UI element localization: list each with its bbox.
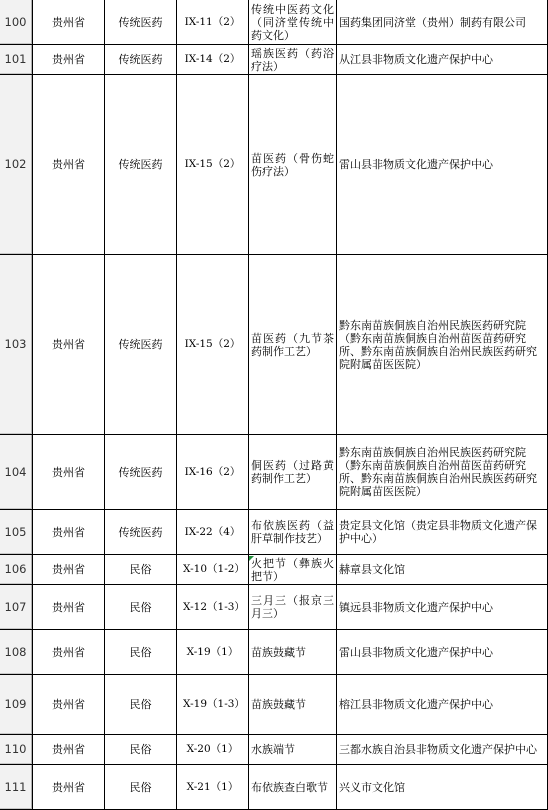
cell-code[interactable]: X-12（1-3） — [176, 585, 248, 629]
organization-text: 雷山县非物质文化遗产保护中心 — [339, 158, 493, 171]
cell-project-name[interactable] — [248, 0, 336, 44]
cell-organization[interactable] — [336, 765, 548, 809]
project-name-text: 瑶族医药（药浴疗法） — [251, 46, 334, 73]
cell-code[interactable]: IX-11（2） — [176, 0, 248, 44]
cell-category[interactable]: 民俗 — [104, 585, 176, 629]
cell-code[interactable]: IX-16（2） — [176, 435, 248, 509]
cell-code[interactable]: X-21（1） — [176, 765, 248, 809]
cell-province[interactable]: 贵州省 — [32, 510, 104, 554]
cell-organization[interactable] — [336, 255, 548, 434]
cell-province[interactable]: 贵州省 — [32, 675, 104, 734]
cell-category[interactable]: 传统医药 — [104, 75, 176, 254]
project-name-text: 苗族鼓藏节 — [251, 645, 306, 659]
cell-project-name[interactable] — [248, 765, 336, 809]
organization-text: 镇远县非物质文化遗产保护中心 — [339, 600, 493, 614]
table-row[interactable] — [0, 765, 548, 810]
cell-category[interactable]: 传统医药 — [104, 45, 176, 74]
cell-organization[interactable] — [336, 435, 548, 509]
cell-code[interactable]: IX-14（2） — [176, 45, 248, 74]
table-row[interactable] — [0, 735, 548, 765]
cell-organization[interactable] — [336, 585, 548, 629]
organization-text: 兴义市文化馆 — [339, 780, 405, 794]
row-number[interactable]: 108 — [0, 630, 32, 674]
cell-project-name[interactable] — [248, 735, 336, 764]
cell-province[interactable]: 贵州省 — [32, 0, 104, 44]
project-name-text: 三月三（报京三月三） — [251, 594, 334, 620]
row-number[interactable]: 109 — [0, 675, 32, 734]
cell-project-name[interactable] — [248, 675, 336, 734]
table-row[interactable] — [0, 0, 548, 45]
row-number[interactable]: 107 — [0, 585, 32, 629]
cell-category[interactable]: 传统医药 — [104, 255, 176, 434]
cell-province[interactable]: 贵州省 — [32, 630, 104, 674]
table-row[interactable] — [0, 630, 548, 675]
cell-province[interactable]: 贵州省 — [32, 765, 104, 809]
project-name-text: 布依族查白歌节 — [251, 780, 328, 794]
project-name-text: 苗族鼓藏节 — [251, 698, 306, 711]
organization-text: 雷山县非物质文化遗产保护中心 — [339, 645, 493, 659]
cell-code[interactable]: X-20（1） — [176, 735, 248, 764]
cell-category[interactable]: 民俗 — [104, 675, 176, 734]
project-name-text: 侗医药（过路黄药制作工艺） — [251, 459, 334, 485]
table-row[interactable] — [0, 435, 548, 510]
cell-organization[interactable] — [336, 555, 548, 584]
cell-category[interactable]: 传统医药 — [104, 0, 176, 44]
row-number[interactable]: 111 — [0, 765, 32, 809]
cell-organization[interactable] — [336, 0, 548, 44]
organization-text: 国药集团同济堂（贵州）制药有限公司 — [339, 15, 526, 29]
cell-comment-marker — [249, 556, 254, 561]
cell-organization[interactable] — [336, 75, 548, 254]
cell-code[interactable]: X-19（1-3） — [176, 675, 248, 734]
row-number[interactable]: 110 — [0, 735, 32, 764]
project-name-text: 苗医药（九节茶药制作工艺） — [251, 331, 334, 358]
row-number[interactable]: 105 — [0, 510, 32, 554]
cell-category[interactable]: 传统医药 — [104, 510, 176, 554]
table-row[interactable] — [0, 585, 548, 630]
row-number[interactable]: 101 — [0, 45, 32, 74]
cell-category[interactable]: 民俗 — [104, 630, 176, 674]
cell-category[interactable]: 民俗 — [104, 765, 176, 809]
project-name-text: 布依族医药（益肝草制作技艺） — [251, 519, 334, 545]
table-row[interactable] — [0, 45, 548, 75]
organization-text: 黔东南苗族侗族自治州民族医药研究院（黔东南苗族侗族自治州苗医苗药研究所、黔东南苗族侗族自治州民族医药研究院附属苗医医院） — [339, 446, 537, 498]
table-row[interactable] — [0, 75, 548, 255]
cell-organization[interactable] — [336, 675, 548, 734]
table-row[interactable] — [0, 555, 548, 585]
cell-province[interactable]: 贵州省 — [32, 435, 104, 509]
cell-province[interactable]: 贵州省 — [32, 585, 104, 629]
cell-organization[interactable] — [336, 45, 548, 74]
cell-code[interactable]: IX-15（2） — [176, 75, 248, 254]
project-name-text: 苗医药（骨伤蛇伤疗法） — [251, 151, 334, 178]
cell-category[interactable]: 传统医药 — [104, 435, 176, 509]
cell-organization[interactable] — [336, 735, 548, 764]
organization-text: 榕江县非物质文化遗产保护中心 — [339, 698, 493, 711]
row-number[interactable]: 102 — [0, 75, 32, 254]
cell-category[interactable]: 民俗 — [104, 735, 176, 764]
cell-project-name[interactable] — [248, 45, 336, 74]
table-row[interactable] — [0, 510, 548, 555]
table-row[interactable] — [0, 675, 548, 735]
row-number[interactable]: 100 — [0, 0, 32, 44]
cell-province[interactable]: 贵州省 — [32, 75, 104, 254]
cell-province[interactable]: 贵州省 — [32, 735, 104, 764]
cell-project-name[interactable] — [248, 435, 336, 509]
cell-category[interactable]: 民俗 — [104, 555, 176, 584]
project-name-text: 水族端节 — [251, 743, 295, 756]
cell-organization[interactable] — [336, 510, 548, 554]
cell-code[interactable]: X-10（1-2） — [176, 555, 248, 584]
cell-project-name[interactable] — [248, 255, 336, 434]
organization-text: 赫章县文化馆 — [339, 563, 405, 576]
cell-project-name[interactable] — [248, 585, 336, 629]
cell-province[interactable]: 贵州省 — [32, 555, 104, 584]
cell-code[interactable]: IX-15（2） — [176, 255, 248, 434]
project-name-text: 火把节（彝族火把节） — [251, 556, 334, 583]
row-number[interactable]: 106 — [0, 555, 32, 584]
cell-code[interactable]: IX-22（4） — [176, 510, 248, 554]
project-name-text: 传统中医药文化（同济堂传统中药文化） — [251, 2, 334, 42]
cell-organization[interactable] — [336, 630, 548, 674]
row-number[interactable]: 103 — [0, 255, 32, 434]
table-row[interactable] — [0, 255, 548, 435]
cell-province[interactable]: 贵州省 — [32, 45, 104, 74]
cell-project-name[interactable] — [248, 510, 336, 554]
cell-code[interactable]: X-19（1） — [176, 630, 248, 674]
cell-project-name[interactable] — [248, 75, 336, 254]
row-number[interactable]: 104 — [0, 435, 32, 509]
organization-text: 三都水族自治县非物质文化遗产保护中心 — [339, 743, 537, 756]
organization-text: 贵定县文化馆（贵定县非物质文化遗产保护中心） — [339, 519, 537, 545]
organization-text: 黔东南苗族侗族自治州民族医药研究院（黔东南苗族侗族自治州苗医苗药研究所、黔东南苗族侗族自治州民族医药研究院附属苗医医院） — [339, 318, 537, 371]
cell-province[interactable]: 贵州省 — [32, 255, 104, 434]
organization-text: 从江县非物质文化遗产保护中心 — [339, 53, 493, 66]
cell-project-name[interactable] — [248, 555, 336, 584]
cell-project-name[interactable] — [248, 630, 336, 674]
